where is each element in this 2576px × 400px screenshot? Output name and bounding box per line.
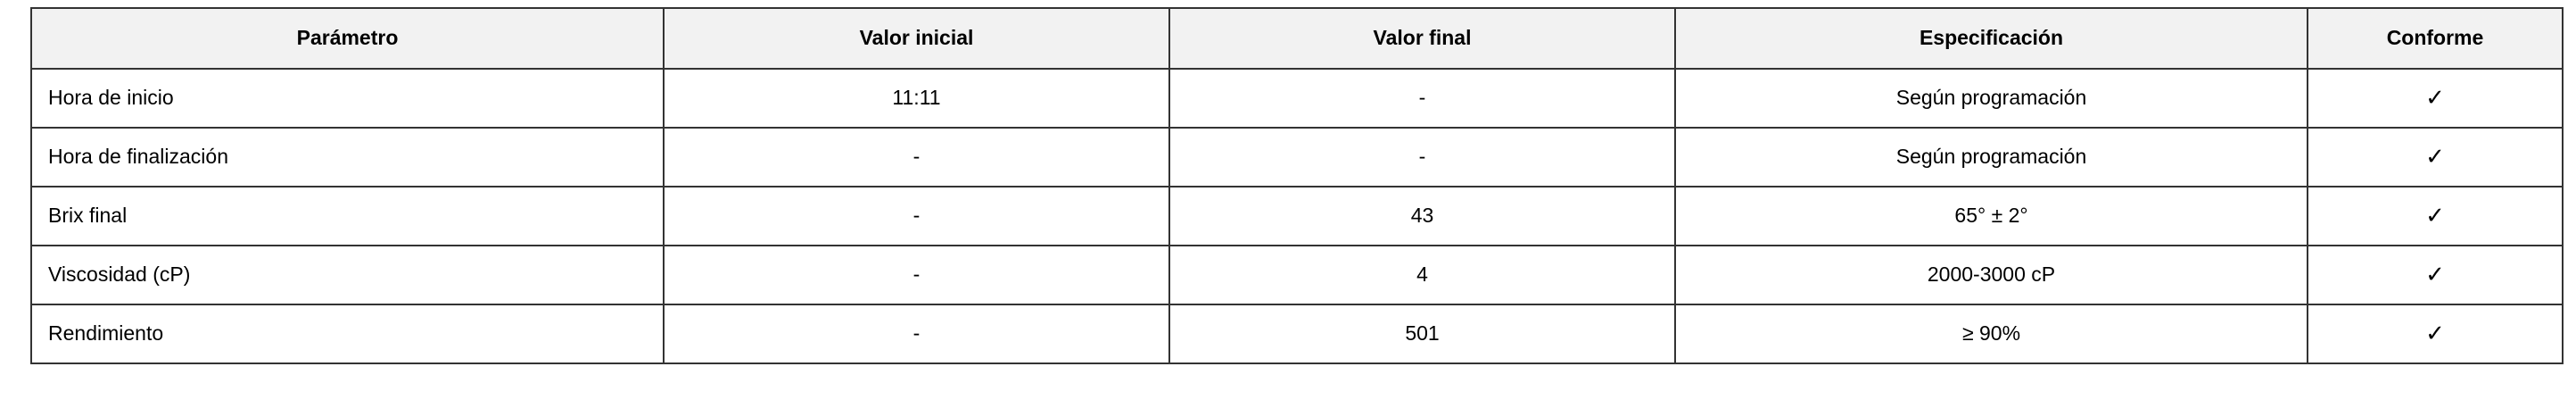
- header-valor-inicial: Valor inicial: [664, 8, 1169, 69]
- cell-especificacion: ≥ 90%: [1675, 304, 2308, 363]
- check-icon: ✓: [2308, 69, 2563, 128]
- table-row: [31, 304, 2563, 363]
- check-icon: ✓: [2308, 304, 2563, 363]
- cell-valor-final: 501: [1169, 304, 1675, 363]
- table-header-row: [31, 8, 2563, 69]
- cell-valor-inicial: -: [664, 187, 1169, 246]
- table-row: [31, 187, 2563, 246]
- header-parametro: Parámetro: [31, 8, 664, 69]
- check-icon: ✓: [2308, 246, 2563, 304]
- table-row: [31, 69, 2563, 128]
- header-valor-final: Valor final: [1169, 8, 1675, 69]
- cell-valor-inicial: -: [664, 304, 1169, 363]
- table-row: [31, 246, 2563, 304]
- cell-especificacion: Según programación: [1675, 69, 2308, 128]
- cell-especificacion: 65° ± 2°: [1675, 187, 2308, 246]
- cell-parametro: Hora de inicio: [31, 69, 664, 128]
- header-conforme: Conforme: [2308, 8, 2563, 69]
- parameter-table-container: [30, 7, 2562, 364]
- cell-parametro: Brix final: [31, 187, 664, 246]
- cell-valor-inicial: 11:11: [664, 69, 1169, 128]
- cell-especificacion: Según programación: [1675, 128, 2308, 187]
- cell-parametro: Viscosidad (cP): [31, 246, 664, 304]
- cell-parametro: Hora de finalización: [31, 128, 664, 187]
- cell-valor-final: -: [1169, 69, 1675, 128]
- cell-valor-final: -: [1169, 128, 1675, 187]
- table-row: [31, 128, 2563, 187]
- header-especificacion: Especificación: [1675, 8, 2308, 69]
- cell-valor-inicial: -: [664, 246, 1169, 304]
- cell-especificacion: 2000-3000 cP: [1675, 246, 2308, 304]
- cell-valor-final: 43: [1169, 187, 1675, 246]
- cell-valor-final: 4: [1169, 246, 1675, 304]
- check-icon: ✓: [2308, 187, 2563, 246]
- parameter-table: [30, 7, 2564, 364]
- cell-valor-inicial: -: [664, 128, 1169, 187]
- check-icon: ✓: [2308, 128, 2563, 187]
- cell-parametro: Rendimiento: [31, 304, 664, 363]
